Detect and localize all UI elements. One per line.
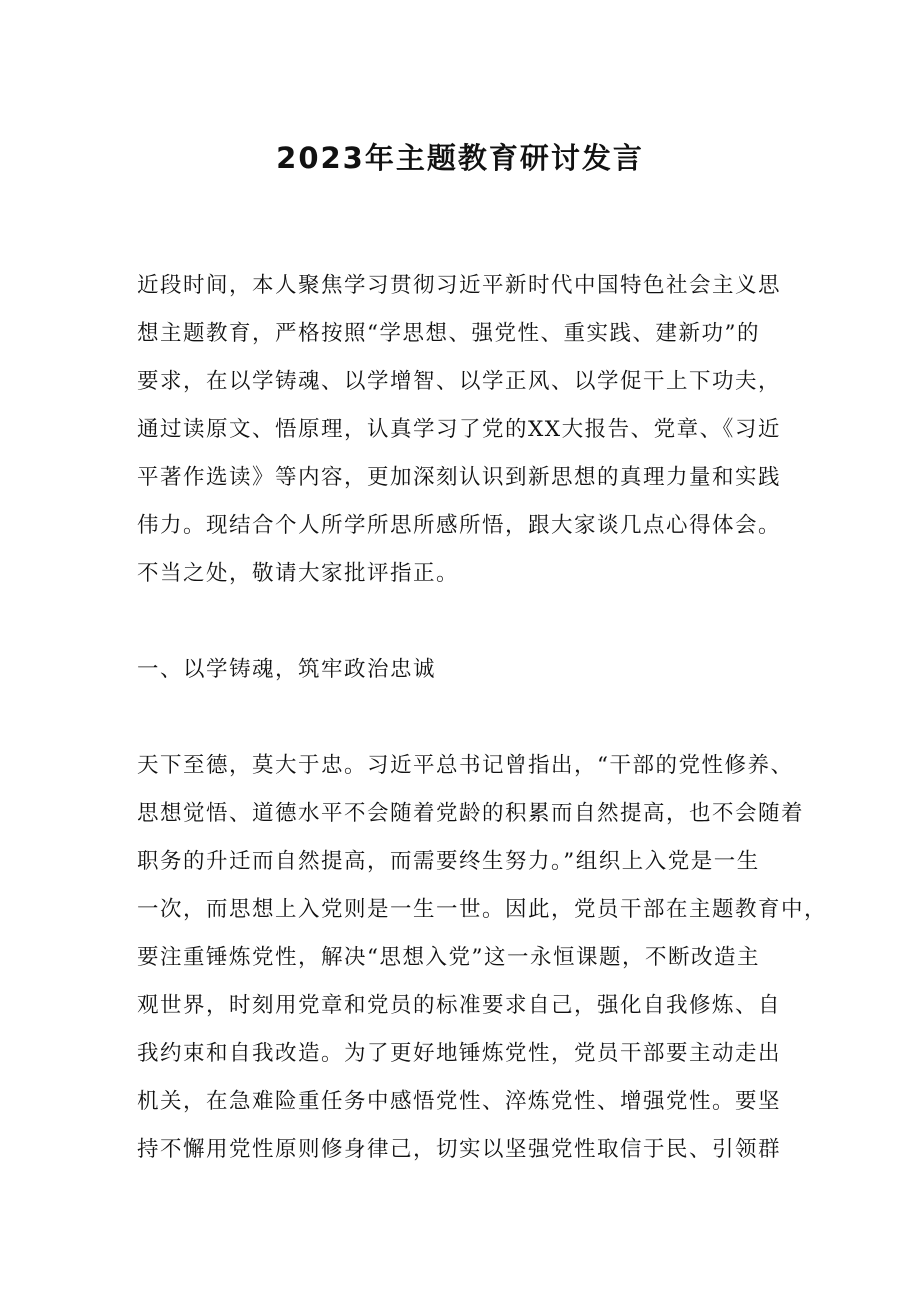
text-line: 平著作选读》等内容，更加深刻认识到新思想的真理力量和实践 xyxy=(137,465,782,490)
text-line: 一次，而思想上入党则是一生一世。因此，党员干部在主题教育中， xyxy=(137,897,828,922)
text-line: 天下至德，莫大于忠。习近平总书记曾指出，“干部的党性修养、 xyxy=(137,753,794,778)
text-line: 伟力。现结合个人所学所思所感所悟，跟大家谈几点心得体会。 xyxy=(137,513,782,538)
text-line: 机关，在急难险重任务中感悟党性、淬炼党性、增强党性。要坚 xyxy=(137,1089,782,1114)
text-line: 持不懈用党性原则修身律己，切实以坚强党性取信于民、引领群 xyxy=(137,1137,782,1162)
text-line: 观世界，时刻用党章和党员的标准要求自己，强化自我修炼、自 xyxy=(137,993,782,1018)
document-title: 2023年主题教育研讨发言 xyxy=(276,141,644,175)
text-line: 思想觉悟、道德水平不会随着党龄的积累而自然提高，也不会随着 xyxy=(137,801,805,826)
text-line: 不当之处，敬请大家批评指正。 xyxy=(137,561,460,586)
text-line: 职务的升迁而自然提高，而需要终生努力。”组织上入党是一生 xyxy=(137,849,760,874)
text-line: 通过读原文、悟原理，认真学习了党的XX大报告、党章、《习近 xyxy=(137,417,781,442)
section-heading: 一、以学铸魂，筑牢政治忠诚 xyxy=(137,657,437,682)
text-line: 要注重锤炼党性，解决“思想入党”这一永恒课题，不断改造主 xyxy=(137,945,760,970)
text-line: 近段时间，本人聚焦学习贯彻习近平新时代中国特色社会主义思 xyxy=(137,273,782,298)
intro-paragraph xyxy=(137,262,817,598)
text-line: 想主题教育，严格按照“学思想、强党性、重实践、建新功”的 xyxy=(137,321,760,346)
section-paragraph xyxy=(137,742,828,1174)
text-line: 要求，在以学铸魂、以学增智、以学正风、以学促干上下功夫， xyxy=(137,369,782,394)
text-line: 我约束和自我改造。为了更好地锤炼党性，党员干部要主动走出 xyxy=(137,1041,782,1066)
